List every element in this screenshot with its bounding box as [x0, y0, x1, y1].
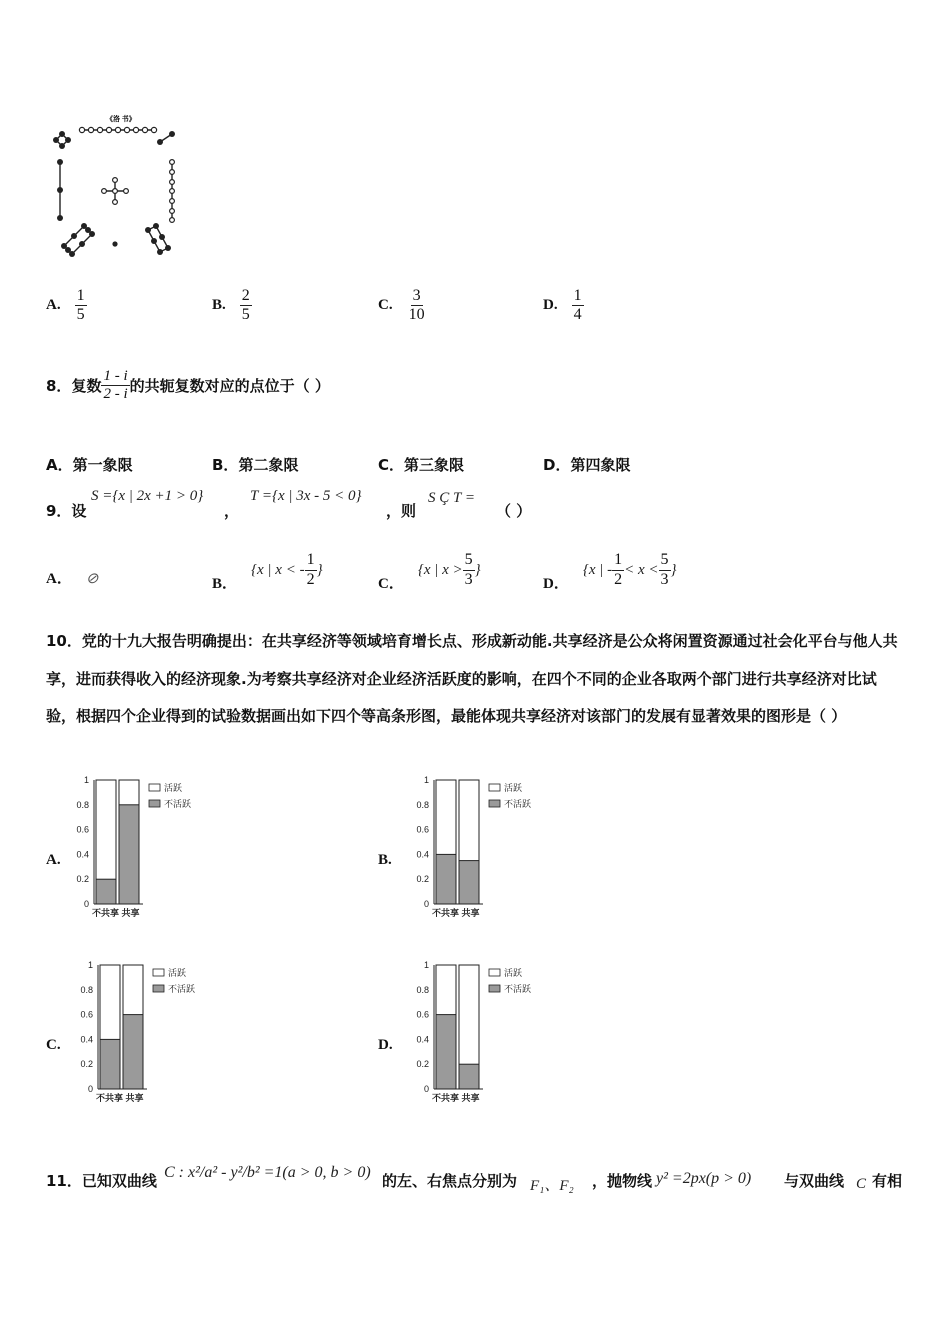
y-tick-label: 0.6 — [416, 1009, 429, 1020]
x-category-labels: 不共享 共享 — [432, 908, 480, 918]
bar-inactive-segment — [119, 805, 139, 904]
q7-option-b[interactable] — [212, 287, 252, 325]
option-label: C． — [378, 575, 404, 592]
q11-end: 有相 — [872, 1172, 903, 1190]
fraction: $\frac{5}{3}$ — [660, 551, 669, 588]
q9-option-b[interactable] — [212, 548, 323, 592]
q10-option-b-label[interactable]: B. — [378, 852, 392, 868]
set-text: {x | x > — [417, 561, 463, 578]
q10-option-d-label[interactable]: D. — [378, 1037, 393, 1053]
option-label: B. — [212, 297, 226, 314]
legend-label: 不活跃 — [164, 799, 192, 809]
fraction: $\frac{5}{3}$ — [464, 551, 473, 588]
bar-inactive-segment — [96, 879, 116, 904]
y-tick-label: 0 — [83, 899, 89, 909]
q8-prefix: 复数 — [71, 376, 102, 395]
y-tick-label: 0 — [423, 1084, 429, 1094]
legend-swatch — [489, 985, 500, 992]
y-tick-label: 0.2 — [416, 874, 429, 885]
fraction: $\frac{1}{4}$ — [573, 287, 582, 324]
q8-option-a[interactable]: A．第一象限 — [46, 456, 133, 474]
bar-inactive-segment — [459, 861, 479, 904]
y-tick-label: 0 — [87, 1084, 93, 1094]
q9-option-a[interactable] — [46, 548, 98, 592]
fraction: $\frac{3}{10}$ — [408, 287, 425, 324]
set-text: } — [474, 561, 481, 578]
q11-foci: F₁、F₂ — [530, 1178, 574, 1194]
q8-stem — [46, 368, 330, 404]
x-category-labels: 不共享 共享 — [96, 1093, 144, 1103]
q9-then: ，则 — [386, 502, 417, 520]
q11-with: 与双曲线 — [784, 1172, 845, 1190]
y-tick-label: 0.4 — [416, 1034, 429, 1045]
option-label: B． — [212, 575, 238, 592]
q10-stem: 10．党的十九大报告明确提出：在共享经济等领域培育增长点、形成新动能.共享经济是公众将闲置资源通过社会化平台与他人共享，进而获得收入的经济现象.为考察共享经济对企业经济活跃度的影响，在四个不同的企业各取两个部门进行共享经济对比试验，根据四个企业得到的试验数据画出如下四个等高条形图，最能体现共享经济对该部门的发展有显著效果的图形是（ ） — [46, 632, 898, 725]
y-tick-label: 0.6 — [80, 1009, 93, 1020]
y-tick-label: 0.2 — [76, 874, 89, 885]
bar-inactive-segment — [436, 854, 456, 904]
legend-label: 不活跃 — [504, 984, 532, 994]
q11-hyperbola: C : x²/a² - y²/b² =1(a > 0, b > 0) — [164, 1164, 371, 1181]
y-tick-label: 0.2 — [416, 1059, 429, 1070]
set-text: {x | x < - — [251, 561, 305, 578]
y-tick-label: 1 — [87, 960, 93, 970]
q11-comma: ，抛物线 — [592, 1172, 653, 1190]
legend-label: 不活跃 — [504, 799, 532, 809]
y-tick-label: 0.6 — [416, 824, 429, 835]
q11-parabola: y² =2px(p > 0) — [656, 1170, 752, 1187]
q7-option-c[interactable] — [378, 287, 427, 325]
q11-mid: 的左、右焦点分别为 — [382, 1172, 518, 1190]
q8-option-b[interactable]: B．第二象限 — [212, 456, 299, 474]
legend-label: 活跃 — [168, 968, 187, 978]
q7-option-d[interactable] — [543, 287, 584, 325]
legend-swatch — [153, 985, 164, 992]
y-tick-label: 0.8 — [416, 984, 429, 995]
legend-swatch — [489, 800, 500, 807]
q9-option-c[interactable] — [378, 548, 481, 592]
set-text: < x < — [624, 561, 659, 578]
y-tick-label: 0.8 — [416, 799, 429, 810]
option-label: D． — [543, 575, 569, 592]
q8-number: 8． — [46, 376, 72, 395]
fraction: $\frac{1}{2}$ — [614, 551, 623, 588]
fraction: $\frac{1}{2}$ — [306, 551, 315, 588]
bar-inactive-segment — [100, 1039, 120, 1089]
luoshu-figure — [48, 110, 188, 260]
y-tick-label: 0.6 — [76, 824, 89, 835]
luoshu-title: 《洛 书》 — [106, 115, 136, 123]
option-label: A. — [46, 297, 61, 314]
y-tick-label: 0.8 — [80, 984, 93, 995]
q8-suffix: 的共轭复数对应的点位于（ ） — [129, 376, 330, 395]
q9-intersect: S Ç T = — [428, 490, 475, 506]
q10-option-c-label[interactable]: C. — [46, 1037, 61, 1053]
q11-stem — [46, 1150, 916, 1200]
q11-number: 11．已知双曲线 — [46, 1172, 157, 1190]
q10-chart-c[interactable] — [76, 957, 206, 1109]
q9-comma: ， — [224, 502, 240, 520]
legend-swatch — [489, 969, 500, 976]
y-tick-label: 1 — [423, 960, 429, 970]
legend-label: 活跃 — [504, 783, 523, 793]
y-tick-label: 0.8 — [76, 799, 89, 810]
q8-fraction: $\frac{1 - i}{2 - i}$ — [103, 368, 128, 403]
q9-paren: （ ） — [496, 502, 532, 520]
y-tick-label: 1 — [423, 775, 429, 785]
fraction: $\frac{2}{5}$ — [241, 287, 250, 324]
q9-stem — [46, 488, 566, 520]
q9-number: 9．设 — [46, 502, 87, 520]
legend-swatch — [149, 784, 160, 791]
y-tick-label: 0.2 — [80, 1059, 93, 1070]
y-tick-label: 1 — [83, 775, 89, 785]
q10-option-a-label[interactable]: A. — [46, 852, 61, 868]
y-tick-label: 0.4 — [80, 1034, 93, 1045]
option-label: C. — [378, 297, 393, 314]
set-text: {x | - — [582, 561, 613, 578]
q8-option-d[interactable]: D．第四象限 — [543, 456, 631, 474]
q9-option-d[interactable] — [543, 548, 677, 592]
legend-label: 不活跃 — [168, 984, 196, 994]
x-category-labels: 不共享 共享 — [432, 1093, 480, 1103]
q9-set-s: S ={x | 2x +1 > 0} — [91, 488, 204, 504]
bar-inactive-segment — [123, 1015, 143, 1089]
legend-swatch — [149, 800, 160, 807]
x-category-labels: 不共享 共享 — [92, 908, 140, 918]
q10-chart-b[interactable] — [412, 772, 542, 922]
q10-chart-a[interactable] — [72, 772, 202, 922]
q7-option-a[interactable] — [46, 287, 87, 325]
bar-inactive-segment — [436, 1015, 456, 1089]
legend-swatch — [153, 969, 164, 976]
legend-label: 活跃 — [504, 968, 523, 978]
y-tick-label: 0.4 — [76, 849, 89, 860]
bar-inactive-segment — [459, 1064, 479, 1089]
fraction: $\frac{1}{5}$ — [76, 287, 85, 324]
set-text: } — [316, 561, 323, 578]
q10-chart-d[interactable] — [412, 957, 542, 1109]
legend-swatch — [489, 784, 500, 791]
legend-label: 活跃 — [164, 783, 183, 793]
q9-set-t: T ={x | 3x - 5 < 0} — [250, 488, 362, 504]
y-tick-label: 0.4 — [416, 849, 429, 860]
q8-option-c[interactable]: C．第三象限 — [378, 456, 465, 474]
option-label: D. — [543, 297, 558, 314]
q11-c: C — [856, 1176, 867, 1192]
empty-set-symbol: ⊘ — [85, 571, 99, 587]
y-tick-label: 0 — [423, 899, 429, 909]
set-text: } — [670, 561, 677, 578]
option-label: A． — [46, 571, 72, 587]
